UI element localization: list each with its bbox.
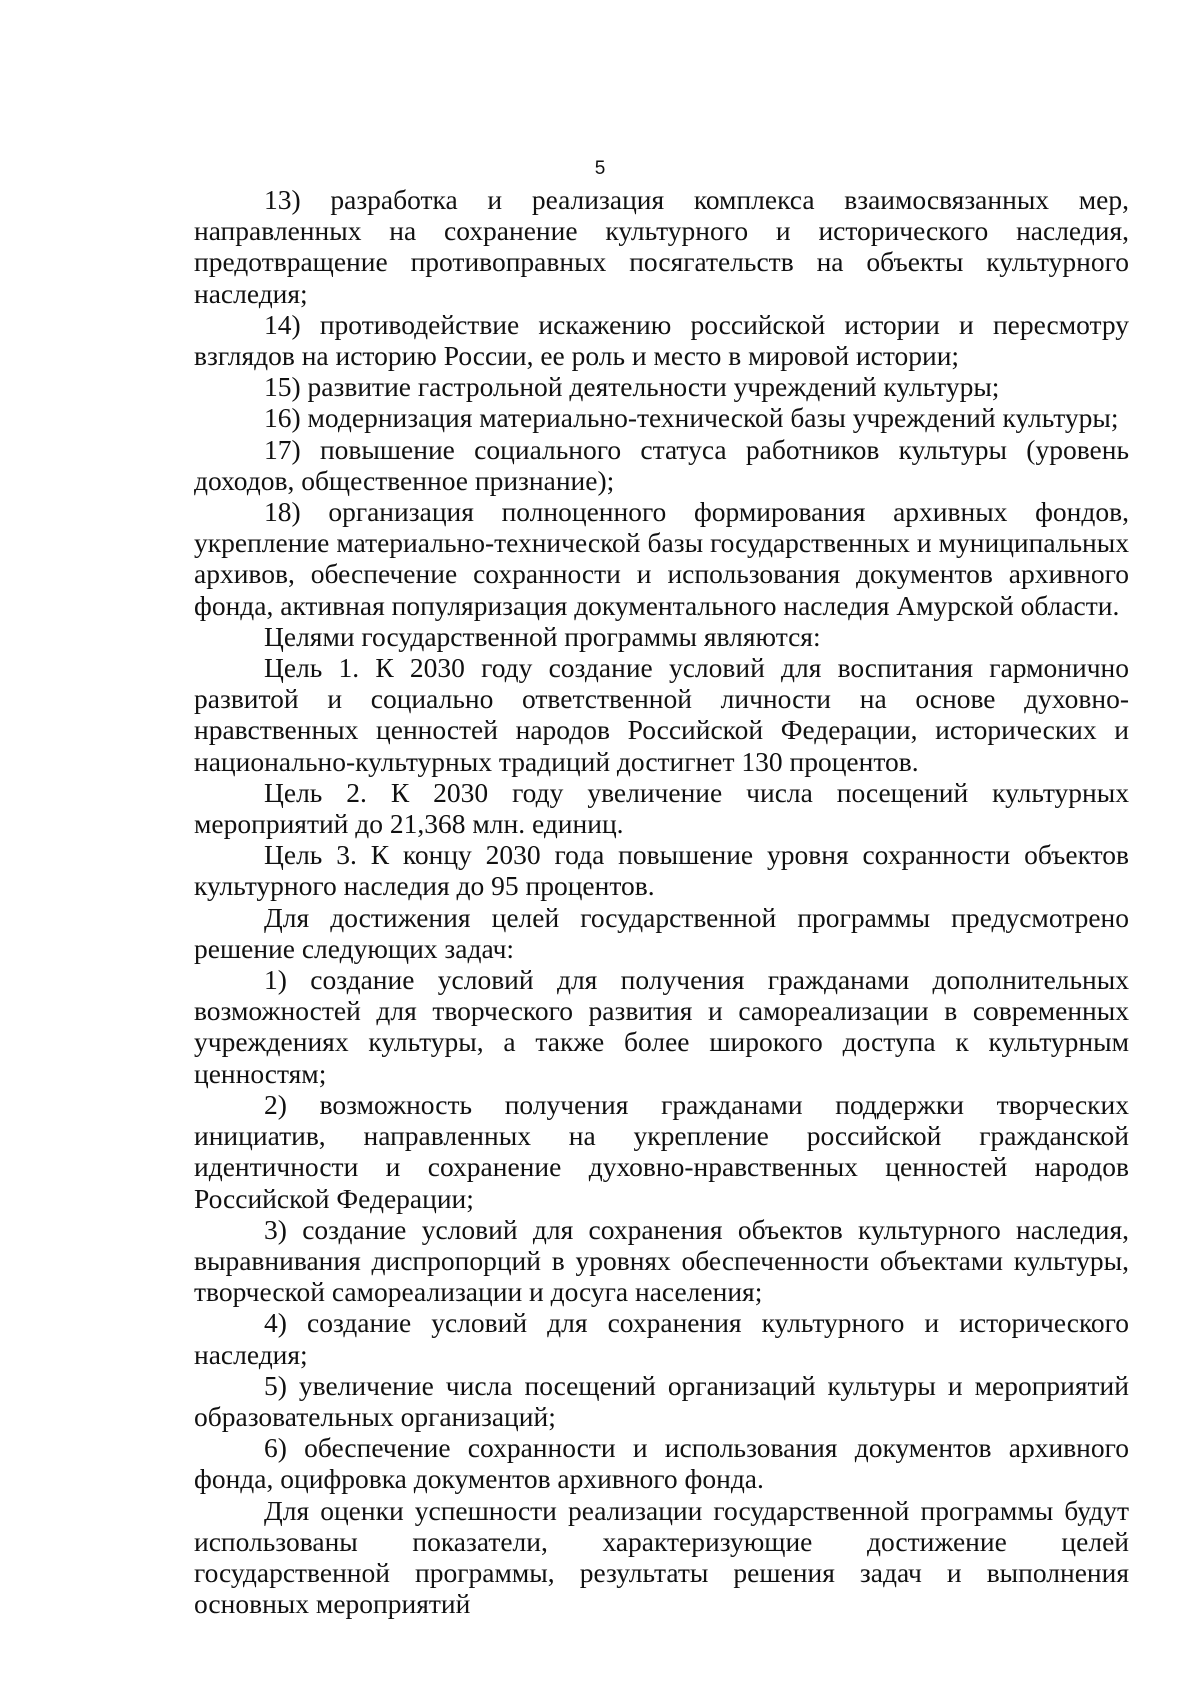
list-item-13: 13) разработка и реализация комплекса взаимосвязанных мер, направленных на сохранение культурного и исторического наследия, предотвращение противоправных посягательств на объекты культурного наследия; [194, 184, 1129, 309]
list-item-16: 16) модернизация материально-технической базы учреждений культуры; [264, 402, 1119, 434]
list-item-17: 17) повышение социального статуса работников культуры (уровень доходов, общественное признание); [194, 433, 1129, 496]
goals-intro: Целями государственной программы являются: [264, 620, 821, 652]
page-number: 5 [594, 158, 606, 179]
list-item-15: 15) развитие гастрольной деятельности учреждений культуры; [264, 371, 1000, 403]
evaluation-paragraph: Для оценки успешности реализации государственной программы будут использованы показатели, характеризующие достижение целей государственной программы, результаты решения задач и выполнения основных мероприятий [194, 1494, 1129, 1620]
task-5: 5) увеличение числа посещений организаций культуры и мероприятий образовательных организаций; [194, 1369, 1129, 1432]
task-6: 6) обеспечение сохранности и использования документов архивного фонда, оцифровка документов архивного фонда. [194, 1432, 1129, 1495]
tasks-intro: Для достижения целей государственной программы предусмотрено решение следующих задач: [194, 901, 1129, 964]
task-4: 4) создание условий для сохранения культурного и исторического наследия; [194, 1307, 1129, 1370]
list-item-14: 14) противодействие искажению российской истории и пересмотру взглядов на историю России, ее роль и место в мировой истории; [194, 308, 1129, 372]
document-body [194, 184, 1129, 1619]
goal-2: Цель 2. К 2030 году увеличение числа посещений культурных мероприятий до 21,368 млн. единиц. [194, 776, 1129, 840]
task-1: 1) создание условий для получения гражданами дополнительных возможностей для творческого развития и самореализации в современных учреждениях культуры, а также более широкого доступа к культурным ценностям; [194, 964, 1129, 1089]
goal-1: Цель 1. К 2030 году создание условий для воспитания гармонично развитой и социально ответственной личности на основе духовно-нравственных ценностей народов Российской Федерации, исторических и национально-культурных традиций достигнет 130 процентов. [194, 652, 1129, 777]
goal-3: Цель 3. К концу 2030 года повышение уровня сохранности объектов культурного наследия до 95 процентов. [194, 839, 1129, 902]
task-3: 3) создание условий для сохранения объектов культурного наследия, выравнивания диспропорций в уровнях обеспеченности объектами культуры, творческой самореализации и досуга населения; [194, 1213, 1129, 1308]
list-item-18: 18) организация полноценного формирования архивных фондов, укрепление материально-технической базы государственных и муниципальных архивов, обеспечение сохранности и использования документов архивного фонда, активная популяризация документального наследия Амурской области. [194, 496, 1129, 621]
task-2: 2) возможность получения гражданами поддержки творческих инициатив, направленных на укрепление российской гражданской идентичности и сохранение духовно-нравственных ценностей народов Российской Федерации; [194, 1088, 1129, 1214]
